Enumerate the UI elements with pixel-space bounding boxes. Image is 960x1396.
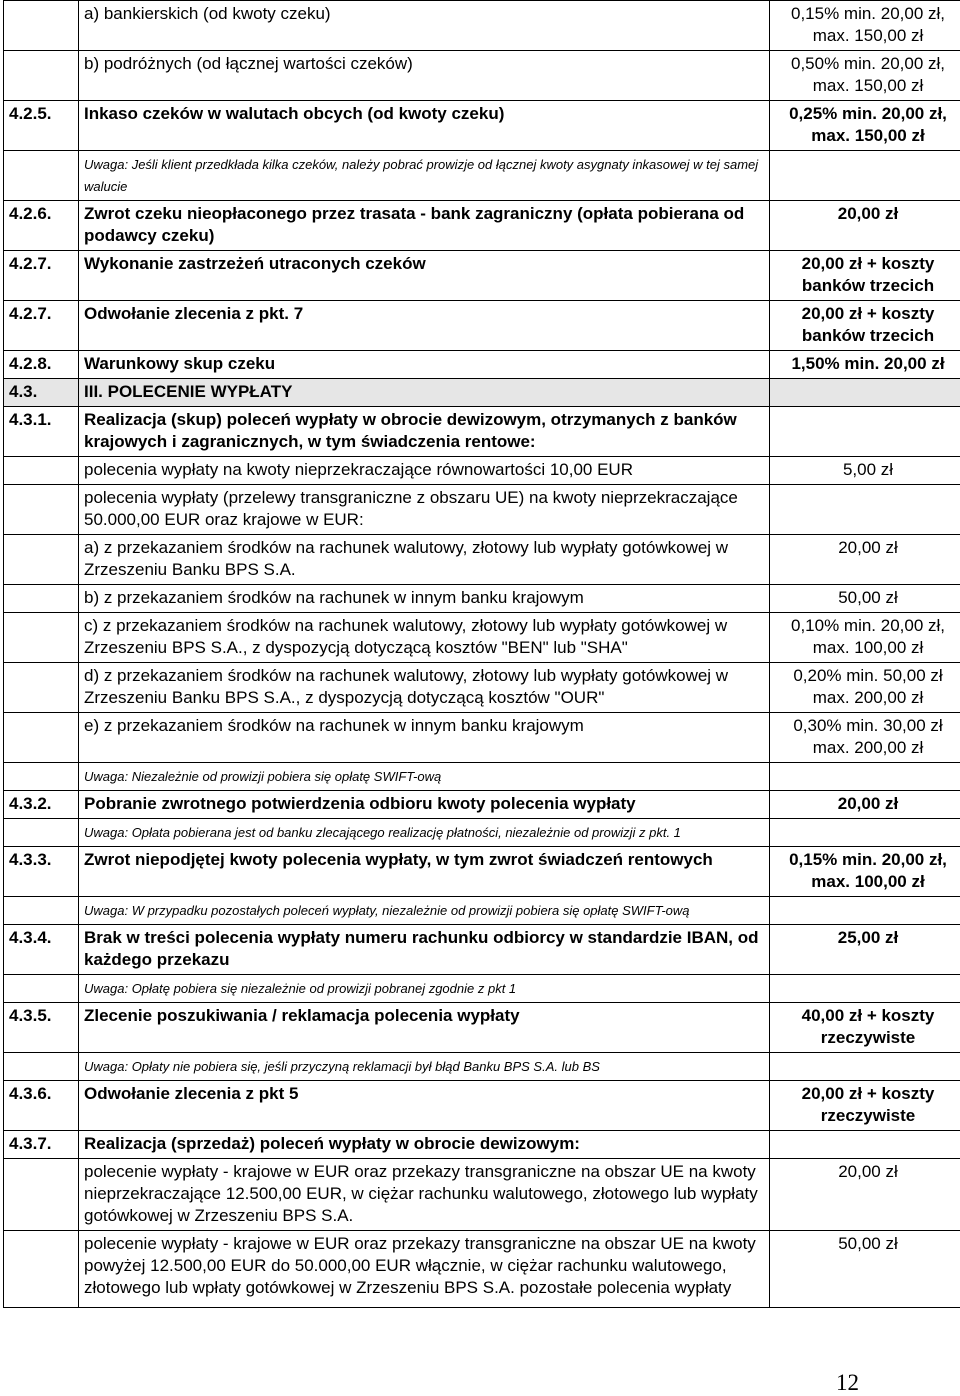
fee-amount — [770, 485, 960, 535]
fee-row — [4, 713, 960, 763]
item-description: a) bankierskich (od kwoty czeku) — [79, 1, 770, 51]
fee-amount: 25,00 zł — [770, 925, 960, 975]
fee-amount: 20,00 zł — [770, 1159, 960, 1231]
note-text — [79, 1053, 770, 1081]
fee-amount: 50,00 zł — [770, 585, 960, 613]
item-description: b) z przekazaniem środków na rachunek w innym banku krajowym — [79, 585, 770, 613]
fee-row — [4, 101, 960, 151]
fee-row — [4, 51, 960, 101]
fee-amount: 20,00 zł — [770, 535, 960, 585]
fee-amount: 0,15% min. 20,00 zł, max. 150,00 zł — [770, 1, 960, 51]
fee-row — [4, 535, 960, 585]
note-label: Uwaga: Opłata pobierana jest od banku zlecającego realizację płatności, niezależnie od prowizji z pkt. 1 — [84, 825, 681, 840]
note-label: Uwaga: W przypadku pozostałych poleceń wypłaty, niezależnie od prowizji pobiera się opłatę SWIFT-ową — [84, 903, 690, 918]
item-description: e) z przekazaniem środków na rachunek w innym banku krajowym — [79, 713, 770, 763]
item-description: b) podróżnych (od łącznej wartości czeków) — [79, 51, 770, 101]
fee-amount: 50,00 zł — [770, 1231, 960, 1308]
fee-row — [4, 585, 960, 613]
item-number — [4, 613, 79, 663]
fee-row — [4, 1159, 960, 1231]
item-description: Realizacja (skup) poleceń wypłaty w obrocie dewizowym, otrzymanych z banków krajowych i zagranicznych, w tym świadczenia rentowe: — [79, 407, 770, 457]
fee-amount: 20,00 zł — [770, 201, 960, 251]
fee-row — [4, 1, 960, 51]
item-description: c) z przekazaniem środków na rachunek walutowy, złotowy lub wypłaty gotówkowej w Zrzeszeniu BPS S.A., z dyspozycją dotyczącą kosztów "BEN" lub "SHA" — [79, 613, 770, 663]
note-label: Uwaga: Opłaty nie pobiera się, jeśli przyczyną reklamacji był błąd Banku BPS S.A. lub BS — [84, 1059, 600, 1074]
item-description: polecenia wypłaty (przelewy transgraniczne z obszaru UE) na kwoty nieprzekraczające 50.000,00 EUR oraz krajowe w EUR: — [79, 485, 770, 535]
fee-row — [4, 251, 960, 301]
item-number: 4.2.7. — [4, 301, 79, 351]
fee-table-page — [3, 0, 951, 1308]
item-number — [4, 713, 79, 763]
fee-amount: 20,00 zł + koszty banków trzecich — [770, 301, 960, 351]
item-description: polecenia wypłaty na kwoty nieprzekraczające równowartości 10,00 EUR — [79, 457, 770, 485]
item-description: Warunkowy skup czeku — [79, 351, 770, 379]
fee-row — [4, 1131, 960, 1159]
fee-row — [4, 301, 960, 351]
fee-amount: 20,00 zł + koszty rzeczywiste — [770, 1081, 960, 1131]
note-label: Uwaga: Niezależnie od prowizji pobiera się opłatę SWIFT-ową — [84, 769, 441, 784]
note-row — [4, 819, 960, 847]
note-text — [79, 819, 770, 847]
fee-amount — [770, 407, 960, 457]
fee-row — [4, 925, 960, 975]
fee-row — [4, 351, 960, 379]
fee-row — [4, 663, 960, 713]
item-description: Zlecenie poszukiwania / reklamacja polecenia wypłaty — [79, 1003, 770, 1053]
fee-amount: 40,00 zł + koszty rzeczywiste — [770, 1003, 960, 1053]
fee-row — [4, 1003, 960, 1053]
item-description: Brak w treści polecenia wypłaty numeru rachunku odbiorcy w standardzie IBAN, od każdego przekazu — [79, 925, 770, 975]
fee-table — [3, 0, 960, 1308]
fee-row — [4, 613, 960, 663]
fee-amount — [770, 1053, 960, 1081]
item-description: Zwrot czeku nieopłaconego przez trasata - bank zagraniczny (opłata pobierana od podawcy czeku) — [79, 201, 770, 251]
item-number: 4.3.4. — [4, 925, 79, 975]
fee-amount: 1,50% min. 20,00 zł — [770, 351, 960, 379]
fee-amount — [770, 819, 960, 847]
item-number — [4, 151, 79, 201]
fee-amount: 20,00 zł — [770, 791, 960, 819]
item-number — [4, 663, 79, 713]
note-text — [79, 763, 770, 791]
item-number: 4.3. — [4, 379, 79, 407]
fee-amount — [770, 763, 960, 791]
note-label: Uwaga: Jeśli klient przedkłada kilka czeków, należy pobrać prowizje od łącznej kwoty asygnaty inkasowej w tej samej walucie — [84, 157, 758, 194]
fee-amount: 0,15% min. 20,00 zł, max. 100,00 zł — [770, 847, 960, 897]
item-number — [4, 51, 79, 101]
fee-row — [4, 847, 960, 897]
item-number: 4.2.5. — [4, 101, 79, 151]
item-description: polecenie wypłaty - krajowe w EUR oraz przekazy transgraniczne na obszar UE na kwoty nieprzekraczające 12.500,00 EUR, w ciężar rachunku walutowego, złotowego lub wypłaty gotówkowej w Zrzeszeniu BPS S.A. — [79, 1159, 770, 1231]
note-text — [79, 975, 770, 1003]
item-number — [4, 763, 79, 791]
note-row — [4, 897, 960, 925]
fee-amount: 20,00 zł + koszty banków trzecich — [770, 251, 960, 301]
fee-amount — [770, 897, 960, 925]
item-description: III. POLECENIE WYPŁATY — [79, 379, 770, 407]
item-description: d) z przekazaniem środków na rachunek walutowy, złotowy lub wypłaty gotówkowej w Zrzeszeniu Banku BPS S.A., z dyspozycją dotyczącą kosztów "OUR" — [79, 663, 770, 713]
item-number: 4.3.5. — [4, 1003, 79, 1053]
item-description: Odwołanie zlecenia z pkt 5 — [79, 1081, 770, 1131]
fee-amount — [770, 975, 960, 1003]
note-text — [79, 151, 770, 201]
fee-row — [4, 791, 960, 819]
section-row — [4, 379, 960, 407]
note-row — [4, 763, 960, 791]
fee-amount — [770, 379, 960, 407]
fee-row — [4, 457, 960, 485]
item-number — [4, 1053, 79, 1081]
item-description: Realizacja (sprzedaż) poleceń wypłaty w obrocie dewizowym: — [79, 1131, 770, 1159]
item-number: 4.3.7. — [4, 1131, 79, 1159]
item-description: Wykonanie zastrzeżeń utraconych czeków — [79, 251, 770, 301]
item-description: Odwołanie zlecenia z pkt. 7 — [79, 301, 770, 351]
fee-amount: 0,30% min. 30,00 zł max. 200,00 zł — [770, 713, 960, 763]
note-row — [4, 151, 960, 201]
item-number: 4.3.2. — [4, 791, 79, 819]
page-number: 12 — [836, 1370, 859, 1396]
item-number: 4.2.6. — [4, 201, 79, 251]
item-description: polecenie wypłaty - krajowe w EUR oraz przekazy transgraniczne na obszar UE na kwoty powyżej 12.500,00 EUR do 50.000,00 EUR włącznie, w ciężar rachunku walutowego, złotowego lub wpłaty gotówkowej w Zrzeszeniu BPS S.A. pozostałe polecenia wypłaty — [79, 1231, 770, 1308]
fee-amount — [770, 151, 960, 201]
note-text — [79, 897, 770, 925]
item-number: 4.2.8. — [4, 351, 79, 379]
fee-amount: 0,20% min. 50,00 zł max. 200,00 zł — [770, 663, 960, 713]
item-number: 4.3.6. — [4, 1081, 79, 1131]
note-label: Uwaga: Opłatę pobiera się niezależnie od prowizji pobranej zgodnie z pkt 1 — [84, 981, 516, 996]
item-number — [4, 975, 79, 1003]
item-number: 4.2.7. — [4, 251, 79, 301]
fee-row — [4, 1081, 960, 1131]
fee-row — [4, 485, 960, 535]
note-row — [4, 1053, 960, 1081]
fee-amount — [770, 1131, 960, 1159]
fee-row — [4, 407, 960, 457]
fee-amount: 0,10% min. 20,00 zł, max. 100,00 zł — [770, 613, 960, 663]
item-number — [4, 897, 79, 925]
item-description: Pobranie zwrotnego potwierdzenia odbioru kwoty polecenia wypłaty — [79, 791, 770, 819]
item-number — [4, 1231, 79, 1308]
item-number — [4, 457, 79, 485]
fee-amount: 0,25% min. 20,00 zł, max. 150,00 zł — [770, 101, 960, 151]
note-row — [4, 975, 960, 1003]
item-number: 4.3.1. — [4, 407, 79, 457]
item-number — [4, 819, 79, 847]
item-number — [4, 585, 79, 613]
item-number — [4, 535, 79, 585]
fee-row — [4, 1231, 960, 1308]
item-description: Zwrot niepodjętej kwoty polecenia wypłaty, w tym zwrot świadczeń rentowych — [79, 847, 770, 897]
fee-amount: 0,50% min. 20,00 zł, max. 150,00 zł — [770, 51, 960, 101]
item-number — [4, 485, 79, 535]
item-number: 4.3.3. — [4, 847, 79, 897]
item-description: a) z przekazaniem środków na rachunek walutowy, złotowy lub wypłaty gotówkowej w Zrzeszeniu Banku BPS S.A. — [79, 535, 770, 585]
item-number — [4, 1159, 79, 1231]
item-description: Inkaso czeków w walutach obcych (od kwoty czeku) — [79, 101, 770, 151]
fee-row — [4, 201, 960, 251]
fee-amount: 5,00 zł — [770, 457, 960, 485]
item-number — [4, 1, 79, 51]
